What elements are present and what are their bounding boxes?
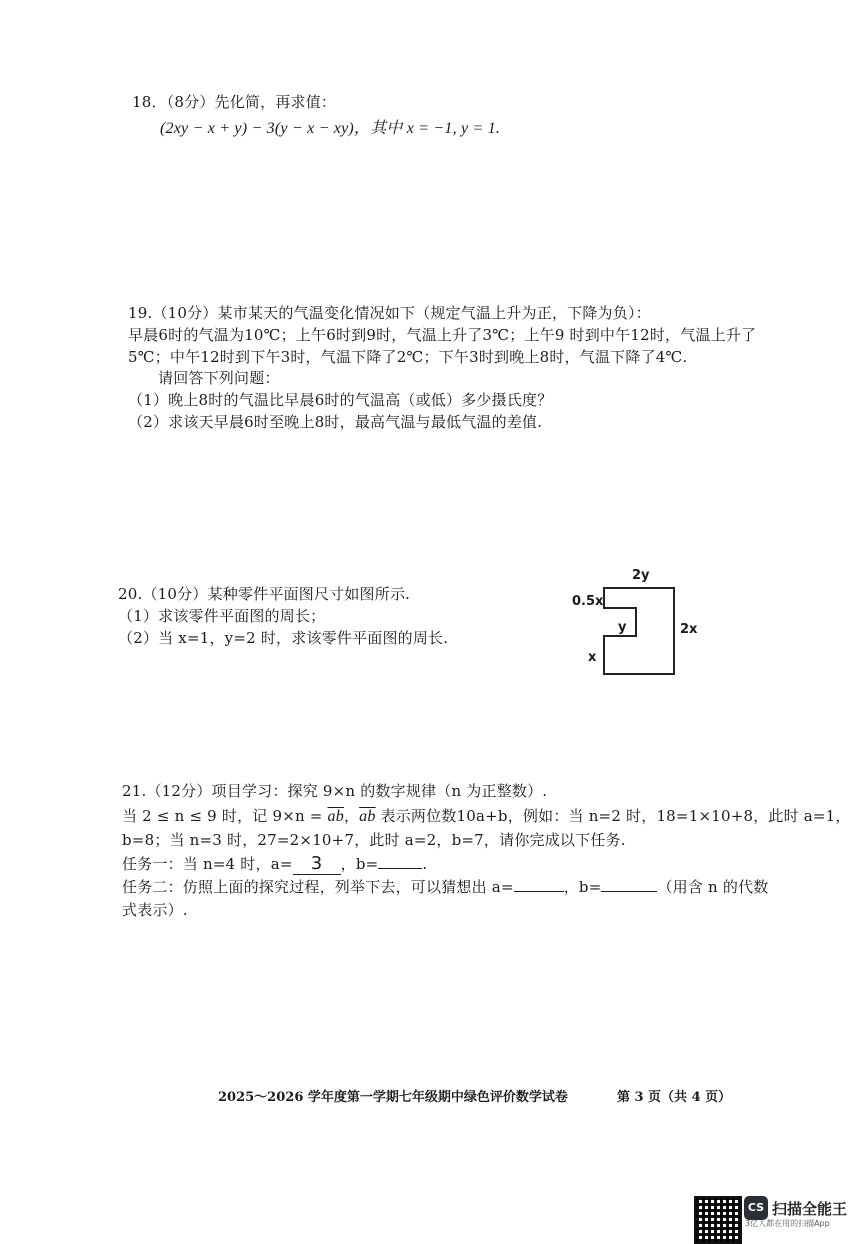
page-footer (218, 1086, 731, 1105)
task1-prefix: 任务一：当 n=4 时，a= (122, 855, 293, 873)
q21-line1-start: 当 2 ≤ n ≤ 9 时，记 9×n = (122, 807, 328, 825)
q19-part1: （1）晚上8时的气温比早晨6时的气温高（或低）多少摄氏度？ (128, 391, 553, 409)
camscanner-name: 扫描全能王 (772, 1200, 848, 1218)
q21-line1-end: 表示两位数10a+b，例如：当 n=2 时，18=1×10+8，此时 a=1， (375, 807, 851, 825)
task1-a-answer[interactable]: 3 (293, 853, 341, 875)
q20-part2: （2）当 x=1，y=2 时，求该零件平面图的周长. (118, 629, 449, 647)
label-x: x (588, 650, 597, 665)
footer-page-number: 第 3 页（共 4 页） (616, 1090, 732, 1105)
task2-end: （用含 n 的代数 (657, 878, 769, 896)
q20-part-figure (570, 566, 710, 686)
q21-task1 (122, 853, 427, 875)
q19-title: 19.（10分）某市某天的气温变化情况如下（规定气温上升为正，下降为负）： (128, 304, 651, 322)
q21-task2-line2: 式表示）. (122, 901, 188, 919)
label-2y: 2y (632, 568, 650, 583)
q21-line2: b=8；当 n=3 时，27=2×10+7，此时 a=2，b=7，请你完成以下任务. (122, 831, 626, 849)
label-y: y (618, 620, 627, 635)
q21-title: 21.（12分）项目学习：探究 9×n 的数字规律（n 为正整数）. (122, 782, 548, 800)
q19-line1: 早晨6时的气温为10℃；上午6时到9时，气温上升了3℃；上午9 时到中午12时，气温上升了 (128, 326, 757, 344)
camscanner-tagline: 3亿人都在用的扫描App (745, 1219, 830, 1228)
q21-line1 (122, 805, 851, 826)
task2-a-blank[interactable] (514, 891, 564, 892)
label-0-5x: 0.5x (572, 594, 604, 609)
task2-prefix: 任务二：仿照上面的探究过程，列举下去，可以猜想出 a= (122, 878, 514, 896)
label-2x: 2x (680, 622, 698, 637)
task1-end: . (422, 855, 428, 873)
q19-line2: 5℃；中午12时到下午3时，气温下降了2℃；下午3时到晚上8时，气温下降了4℃. (128, 348, 688, 366)
camscanner-logo: CS (744, 1196, 768, 1220)
q21-ab-notation: $\overline{ab}$ (327, 808, 344, 825)
q21-line1-comma: ， (343, 807, 360, 825)
q21-ab-notation-2: $\overline{ab}$ (359, 808, 376, 825)
q19-part2: （2）求该天早晨6时至晚上8时，最高气温与最低气温的差值. (128, 413, 543, 431)
q20-title: 20.（10分）某种零件平面图尺寸如图所示. (118, 585, 411, 603)
task2-b-blank[interactable] (601, 891, 657, 892)
part-outline (604, 588, 674, 674)
footer-exam-title: 2025～2026 学年度第一学期七年级期中绿色评价数学试卷 (218, 1090, 568, 1105)
q19-prompt: 请回答下列问题： (158, 369, 280, 387)
task1-b-blank[interactable] (378, 868, 422, 869)
q18-expression: (2xy − x + y) − 3(y − x − xy)，其中 x = −1, y = 1. (160, 120, 501, 137)
q21-task2 (122, 876, 768, 897)
task1-mid: ，b= (340, 855, 379, 873)
task2-mid: ，b= (563, 878, 602, 896)
q20-part1: （1）求该零件平面图的周长； (118, 607, 326, 625)
q18-title: 18．（8分）先化简，再求值： (132, 93, 337, 111)
qr-code-icon (694, 1196, 742, 1244)
